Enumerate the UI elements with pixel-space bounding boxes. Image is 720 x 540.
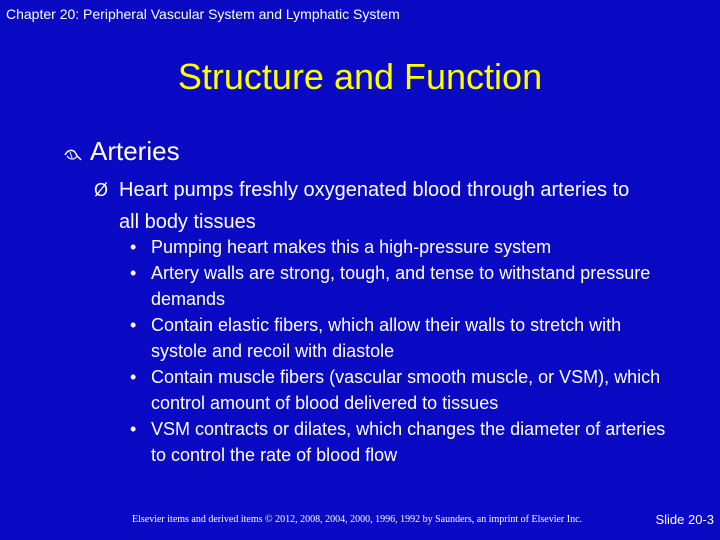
list-item (128, 234, 668, 260)
bullet-dot-icon: • (130, 237, 137, 257)
list-item-text: VSM contracts or dilates, which changes the diameter of arteries to control the rate of blood flow (151, 419, 666, 465)
bullet-dot-icon: • (130, 315, 137, 335)
bullet-dot-icon: • (130, 263, 137, 283)
arrow-bullet-icon: Ø (94, 180, 109, 200)
list-item-text: Contain muscle fibers (vascular smooth muscle, or VSM), which control amount of blood delivered to tissues (151, 367, 661, 413)
bullet-level-2-text: Heart pumps freshly oxygenated blood through arteries to all body tissues (119, 179, 630, 233)
bullet-dot-icon: • (130, 419, 137, 439)
bullet-level-1 (64, 136, 180, 167)
bullet-dot-icon: • (130, 367, 137, 387)
bullet-level-1-text: Arteries (90, 136, 180, 166)
list-item (128, 416, 668, 468)
list-item-text: Contain elastic fibers, which allow their walls to stretch with systole and recoil with diastole (151, 315, 622, 361)
chapter-header: Chapter 20: Peripheral Vascular System and Lymphatic System (6, 6, 400, 22)
list-item-text: Pumping heart makes this a high-pressure system (151, 237, 552, 257)
list-item (128, 260, 668, 312)
slide-title: Structure and Function (177, 56, 543, 97)
list-item (128, 312, 668, 364)
list-item (128, 364, 668, 416)
copyright-footer: Elsevier items and derived items © 2012, 2008, 2004, 2000, 1996, 1992 by Saunders, an imprint of Elsevier Inc. (132, 514, 583, 525)
sub-bullet-list (128, 234, 668, 468)
leaf-bullet-icon (64, 148, 82, 162)
list-item-text: Artery walls are strong, tough, and tense to withstand pressure demands (151, 263, 651, 309)
slide-number: Slide 20-3 (655, 512, 714, 527)
bullet-level-2 (94, 174, 654, 238)
